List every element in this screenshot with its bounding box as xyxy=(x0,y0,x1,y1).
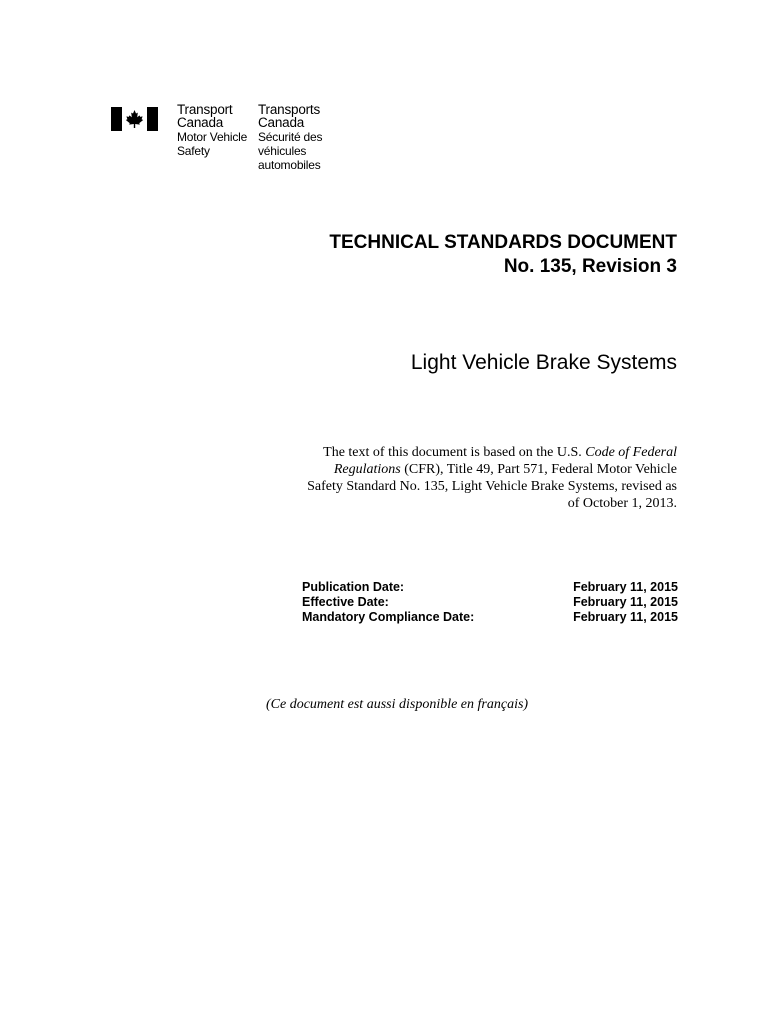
org-name-en-1: Transport xyxy=(177,102,233,117)
basis-text-1: The text of this document is based on the U.S. xyxy=(323,445,586,460)
date-label: Mandatory Compliance Date: xyxy=(302,610,475,624)
basis-italic-cfr: Code of Federal Regulations xyxy=(333,445,677,477)
dept-fr xyxy=(258,130,322,172)
english-org-block xyxy=(177,103,247,158)
dept-fr-1: Sécurité des xyxy=(258,130,323,144)
dept-fr-3: automobiles xyxy=(258,158,321,172)
dept-en xyxy=(177,130,247,158)
basis-paragraph xyxy=(297,444,677,512)
dept-fr-2: véhicules xyxy=(258,144,307,158)
date-label: Publication Date: xyxy=(302,580,405,594)
document-title-line2: No. 135, Revision 3 xyxy=(503,256,677,277)
org-name-fr-2: Canada xyxy=(258,115,305,130)
document-title xyxy=(329,231,677,279)
date-value: February 11, 2015 xyxy=(573,610,678,624)
org-name-en-2: Canada xyxy=(177,115,224,130)
dates-table xyxy=(302,580,678,625)
dept-en-2: Safety xyxy=(177,144,210,158)
basis-text-2: (CFR), Title 49, Part 571, Federal Motor Vehicle Safety Standard No. 135, Light Vehicle Brake Systems, revised as of October 1, 2013. xyxy=(307,462,677,511)
date-value: February 11, 2015 xyxy=(573,580,678,594)
canada-flag-icon xyxy=(111,107,158,131)
document-title-line1: TECHNICAL STANDARDS DOCUMENT xyxy=(329,232,677,253)
date-row-compliance xyxy=(302,610,678,625)
org-name-fr-1: Transports xyxy=(258,102,321,117)
date-row-publication xyxy=(302,580,678,595)
document-subtitle: Light Vehicle Brake Systems xyxy=(410,351,677,374)
french-availability-note: (Ce document est aussi disponible en français) xyxy=(266,697,529,712)
dept-en-1: Motor Vehicle xyxy=(177,130,248,144)
date-label: Effective Date: xyxy=(302,595,389,609)
date-row-effective xyxy=(302,595,678,610)
date-value: February 11, 2015 xyxy=(573,595,678,609)
french-org-block xyxy=(258,103,322,172)
